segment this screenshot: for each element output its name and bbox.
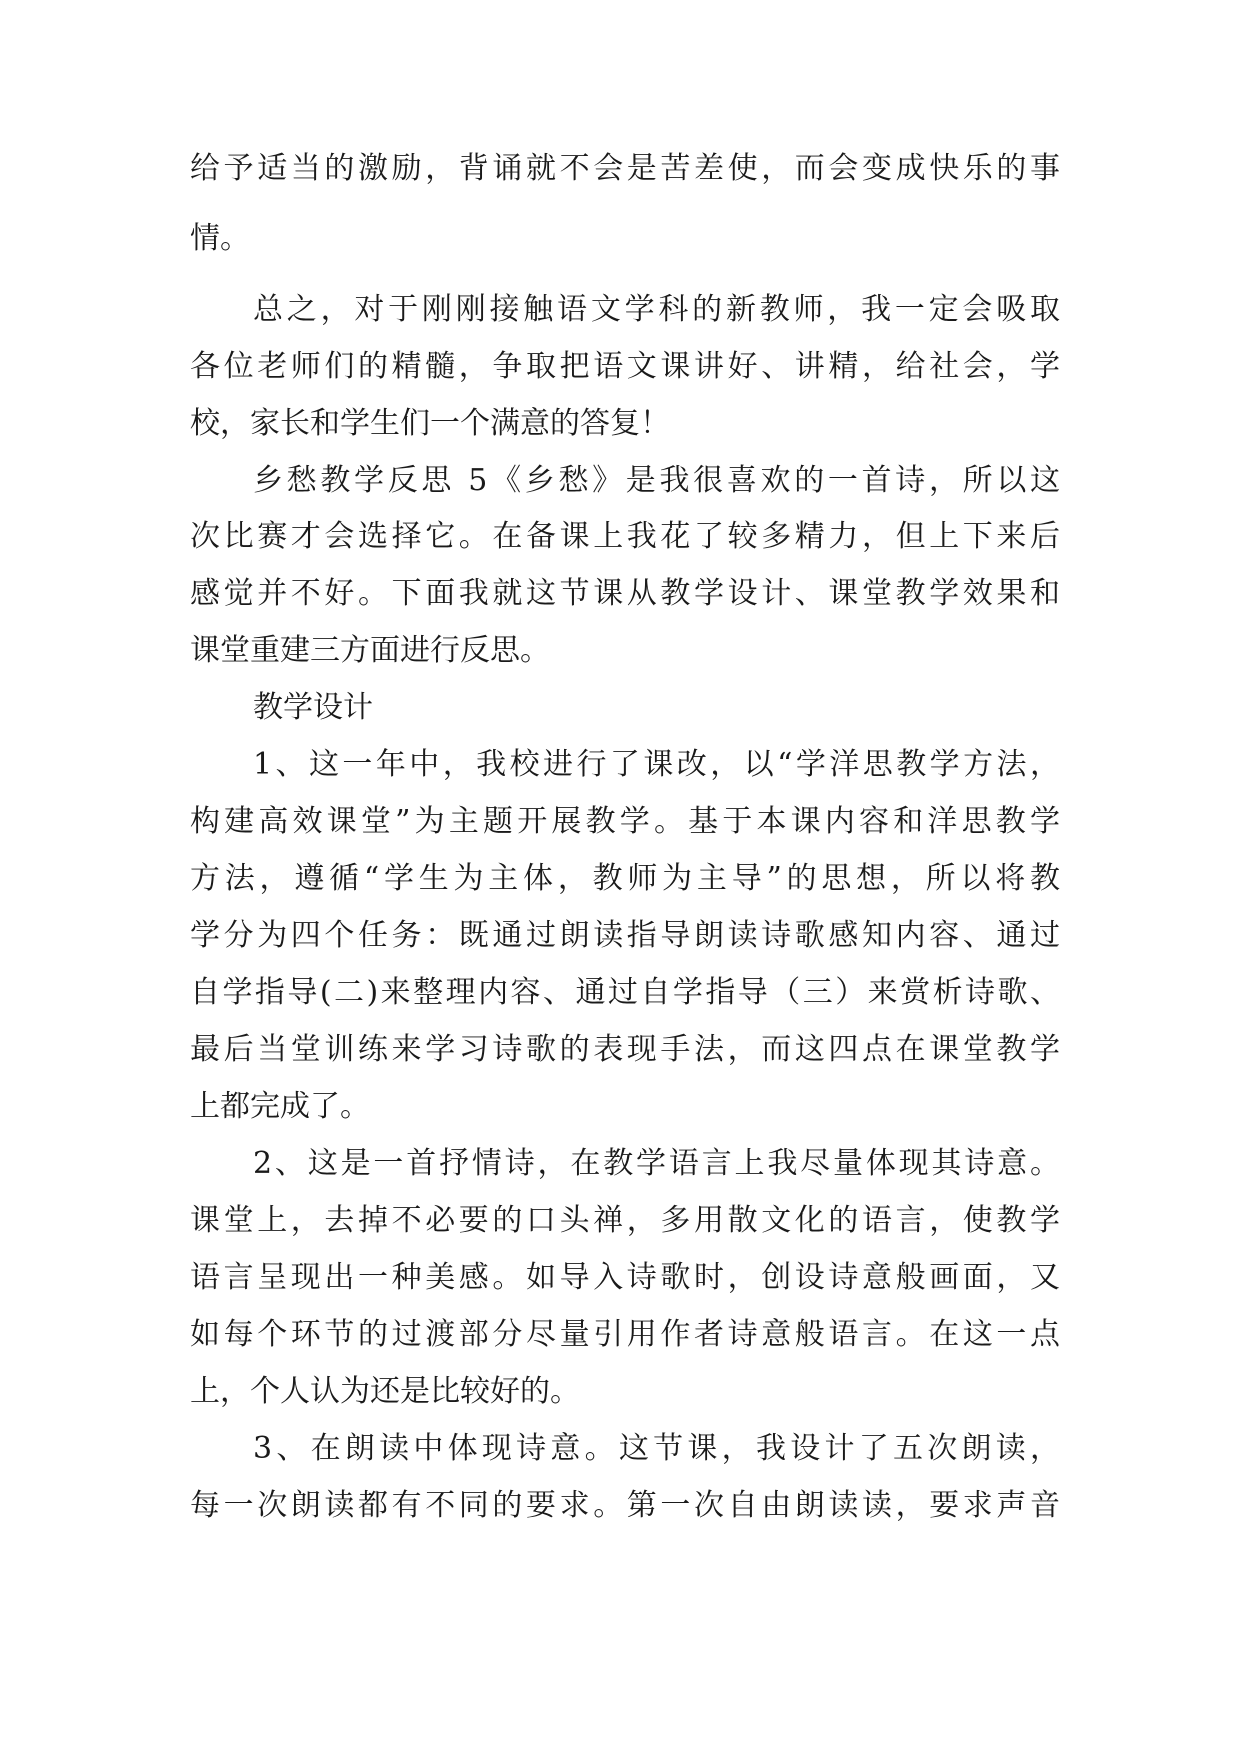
text-line: 1、这一年中，我校进行了课改，以“学洋思教学方法， [253,747,1060,782]
text-line: 各位老师们的精髓，争取把语文课讲好、讲精，给社会，学 [190,349,1060,384]
text-line: 构建高效课堂”为主题开展教学。基于本课内容和洋思教学 [190,804,1060,839]
text-line: 课堂上，去掉不必要的口头禅，多用散文化的语言，使教学 [190,1203,1060,1238]
text-line: 情。 [190,221,250,256]
text-line: 乡愁教学反思 5《乡愁》是我很喜欢的一首诗，所以这 [253,463,1060,498]
text-line: 上，个人认为还是比较好的。 [190,1374,580,1409]
text-line: 语言呈现出一种美感。如导入诗歌时，创设诗意般画面，又 [190,1260,1060,1295]
text-line: 3、在朗读中体现诗意。这节课，我设计了五次朗读， [253,1431,1060,1466]
text-line: 次比赛才会选择它。在备课上我花了较多精力，但上下来后 [190,519,1060,554]
text-line: 自学指导(二)来整理内容、通过自学指导（三）来赏析诗歌、 [190,975,1060,1010]
text-line: 最后当堂训练来学习诗歌的表现手法，而这四点在课堂教学 [190,1032,1060,1067]
text-line: 学分为四个任务：既通过朗读指导朗读诗歌感知内容、通过 [190,918,1060,953]
text-line: 课堂重建三方面进行反思。 [190,633,550,668]
text-line: 校，家长和学生们一个满意的答复！ [190,406,670,441]
section-heading: 教学设计 [253,690,373,725]
text-line: 感觉并不好。下面我就这节课从教学设计、课堂教学效果和 [190,576,1060,611]
text-line: 如每个环节的过渡部分尽量引用作者诗意般语言。在这一点 [190,1317,1060,1352]
text-line: 每一次朗读都有不同的要求。第一次自由朗读读，要求声音 [190,1488,1060,1523]
text-line: 方法，遵循“学生为主体，教师为主导”的思想，所以将教 [190,861,1060,896]
text-line: 2、这是一首抒情诗，在教学语言上我尽量体现其诗意。 [253,1146,1060,1181]
text-line: 上都完成了。 [190,1089,370,1124]
text-line: 总之，对于刚刚接触语文学科的新教师，我一定会吸取 [253,292,1060,327]
text-line: 给予适当的激励，背诵就不会是苦差使，而会变成快乐的事 [190,151,1060,186]
